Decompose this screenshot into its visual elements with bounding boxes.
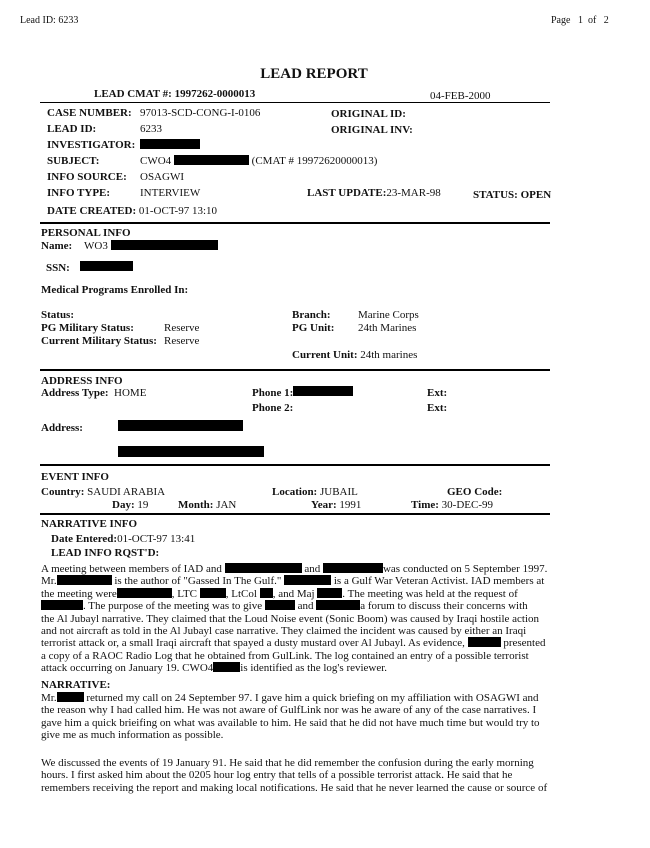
date-created-label: DATE CREATED: [47, 205, 137, 217]
page-title: LEAD REPORT [260, 66, 368, 82]
current-unit-label: Current Unit: [292, 349, 358, 361]
current-status-label: Current Military Status: [41, 335, 157, 347]
subject-label: SUBJECT: [47, 155, 100, 167]
pg-status-label: PG Military Status: [41, 322, 134, 334]
narrative-paragraph-2: We discussed the events of 19 January 91. He said that he did remember the confusion during the early morning hours. I first asked him about the 0205 hour log entry that tells of a possible terrorist attack. He said that he remembers receiving the report and making local notifications. He said that he never learned the cause or source of [41, 757, 548, 794]
divider [40, 222, 550, 224]
country-label: Country: [41, 486, 85, 498]
branch-label: Branch: [292, 309, 331, 321]
year-value: 1991 [339, 499, 362, 511]
last-update [307, 187, 441, 199]
pg-status: Reserve [164, 322, 200, 334]
name-rank: WO3 [84, 240, 108, 252]
ssn-label: SSN: [46, 262, 70, 274]
month-value: JAN [216, 499, 237, 511]
address-label: Address: [41, 422, 83, 434]
name-value [84, 240, 218, 252]
time-value: 30-DEC-99 [441, 499, 493, 511]
current-unit [292, 349, 417, 361]
month [178, 499, 236, 511]
location-value: JUBAIL [319, 486, 358, 498]
day [112, 499, 148, 511]
year-label: Year: [311, 499, 337, 511]
status-label-personal: Status: [41, 309, 75, 321]
report-date: 04-FEB-2000 [430, 90, 491, 102]
case-number-label: CASE NUMBER: [47, 107, 132, 119]
geo-code-label: GEO Code: [447, 486, 503, 498]
personal-info-heading: PERSONAL INFO [41, 227, 131, 239]
divider [40, 102, 550, 103]
ext2-label: Ext: [427, 402, 448, 414]
phone1-label: Phone 1: [252, 387, 294, 399]
status [473, 189, 551, 201]
date-created-value: 01-OCT-97 13:10 [138, 205, 218, 217]
lead-id: 6233 [140, 123, 162, 135]
ssn-redaction [80, 261, 133, 273]
info-type-label: INFO TYPE: [47, 187, 111, 199]
last-update-value: 23-MAR-98 [386, 187, 441, 199]
pg-unit-label: PG Unit: [292, 322, 335, 334]
last-update-label: LAST UPDATE: [307, 187, 387, 199]
case-number: 97013-SCD-CONG-I-0106 [140, 107, 261, 119]
lead-info-rqst-label: LEAD INFO RQST'D: [51, 547, 160, 559]
country-value: SAUDI ARABIA [87, 486, 166, 498]
page-number: 1 [577, 15, 583, 26]
narrative-heading: NARRATIVE: [41, 679, 111, 691]
original-id-label: ORIGINAL ID: [331, 108, 406, 120]
branch: Marine Corps [358, 309, 419, 321]
narrative-paragraph-1: Mr. returned my call on 24 September 97. I gave him a quick briefing on my affiliation with OSAGWI and the reason why I had called him. He was not aware of GulfLink nor was he aware of any of the case narratives. I gave him a quick brieifing on what was available to him. He said that he did not have much time but would try to give me as much information as possible. [41, 692, 540, 742]
info-source-label: INFO SOURCE: [47, 171, 127, 183]
date-created [47, 205, 217, 217]
month-label: Month: [178, 499, 214, 511]
status-value: OPEN [520, 189, 552, 201]
narrative-info-heading: NARRATIVE INFO [41, 518, 138, 530]
page-label: Page [551, 15, 571, 26]
event-info-heading: EVENT INFO [41, 471, 109, 483]
subject-value [140, 155, 377, 167]
date-entered-label: Date Entered: [51, 533, 118, 545]
address-info-heading: ADDRESS INFO [41, 375, 123, 387]
address-redaction-1 [118, 420, 243, 433]
time [411, 499, 493, 511]
year [311, 499, 361, 511]
investigator-redaction [140, 139, 200, 151]
day-label: Day: [112, 499, 135, 511]
medical-programs-label: Medical Programs Enrolled In: [41, 284, 189, 296]
lead-id-label: LEAD ID: [47, 123, 97, 135]
info-type: INTERVIEW [140, 187, 201, 199]
divider [40, 464, 550, 466]
phone2-label: Phone 2: [252, 402, 294, 414]
subject-cmat: (CMAT # 19972620000013) [251, 155, 378, 167]
ext1-label: Ext: [427, 387, 448, 399]
phone1-redaction [293, 386, 353, 398]
time-label: Time: [411, 499, 439, 511]
address-redaction-2 [118, 446, 264, 459]
page-total: 2 [603, 15, 609, 26]
current-status: Reserve [164, 335, 200, 347]
date-entered [51, 533, 195, 545]
original-inv-label: ORIGINAL INV: [331, 124, 413, 136]
country [41, 486, 165, 498]
pg-unit: 24th Marines [358, 322, 417, 334]
divider [40, 369, 550, 371]
address-type [41, 387, 146, 399]
location-label: Location: [272, 486, 318, 498]
address-type-label: Address Type: [41, 387, 109, 399]
day-value: 19 [137, 499, 149, 511]
subject-rank: CWO4 [140, 155, 172, 167]
info-source: OSAGWI [140, 171, 184, 183]
location [272, 486, 358, 498]
name-label: Name: [41, 240, 73, 252]
status-label: STATUS: [473, 189, 518, 201]
header-lead-id: Lead ID: 6233 [20, 15, 79, 26]
page-of-label: of [587, 15, 597, 26]
lead-cmat: LEAD CMAT #: 1997262-0000013 [94, 88, 256, 100]
lead-info-paragraph: A meeting between members of IAD and and was conducted on 5 September 1997. Mr. is the author of "Gassed In The Gulf." is a Gulf War Veteran Activist. IAD members at the meeting were , LTC , LtCol , and Maj . The meeting was held at the request of . The purpose of the meeting was to give and a forum to discuss their concerns with the Al Jubayl narrative. They claimed that the Loud Noise event (Sonic Boom) was caused by Iraqi hostile action and not aircraft as told in the Al Jubayl case narrative. They claimed the incident was caused by either an Iraqi terrorist attack or, a small Iraqi aircraft that spayed a dusty mustard over Al Jubayl. As evidence, presented a copy of a RAOC Radio Log that he obtained from GulLink. The log contained an entry of a possible terrorist attack occurring on January 19. CWO4 is identified as the log's reviewer. [41, 563, 548, 675]
date-entered-value: 01-OCT-97 13:41 [117, 533, 196, 545]
investigator-label: INVESTIGATOR: [47, 139, 136, 151]
address-type-value: HOME [114, 387, 147, 399]
page-indicator [551, 15, 609, 26]
current-unit-value: 24th marines [360, 349, 418, 361]
divider [40, 513, 550, 515]
